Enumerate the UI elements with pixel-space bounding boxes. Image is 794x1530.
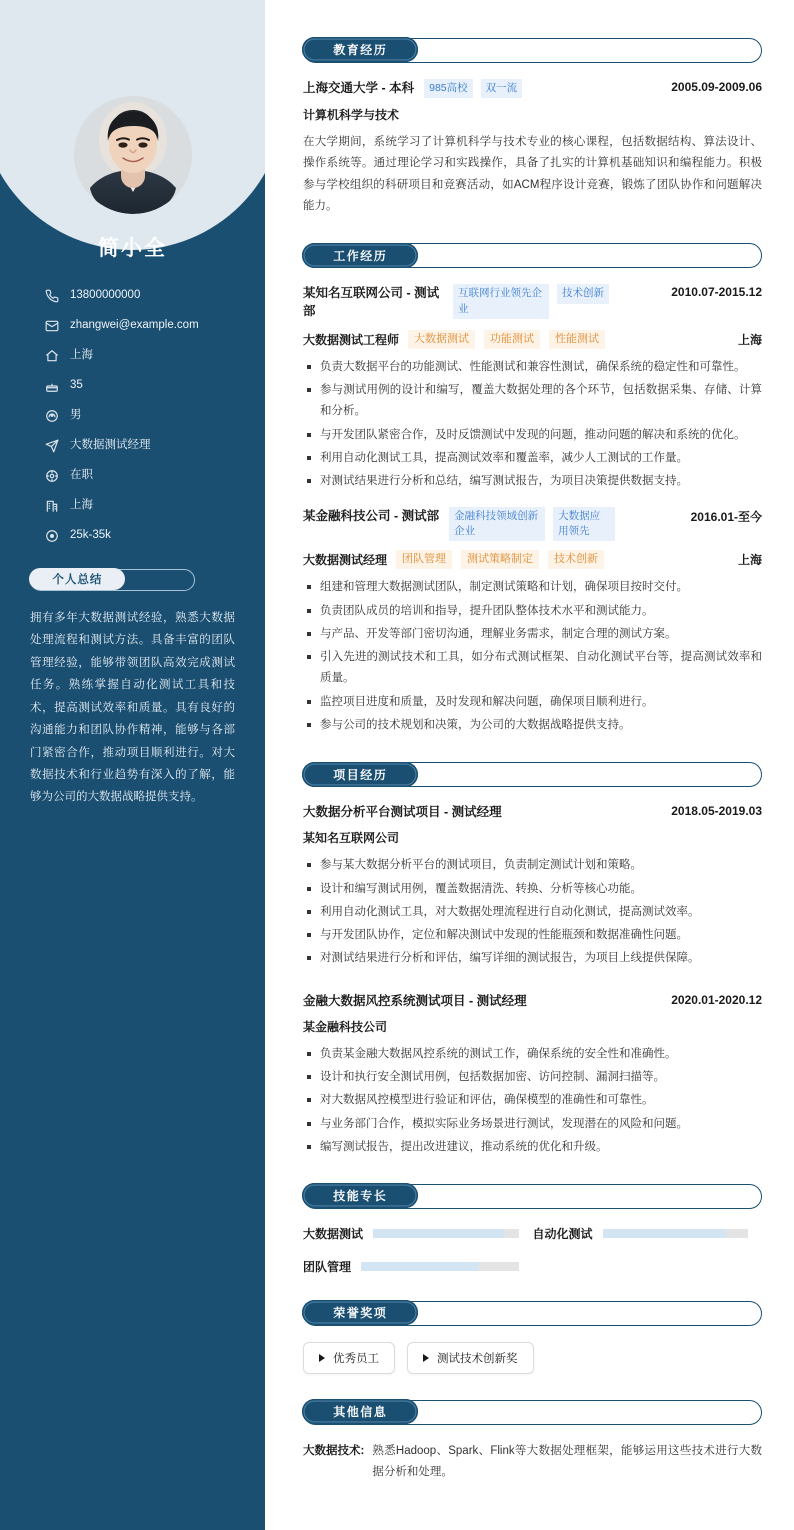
list-item: 参与公司的技术规划和决策，为公司的大数据战略提供支持。 — [303, 715, 762, 736]
work-company: 某知名互联网公司 - 测试部 — [303, 286, 440, 319]
skill-bar-fill — [603, 1229, 727, 1238]
awards-section-header — [303, 1301, 762, 1326]
work-entry — [303, 507, 762, 737]
tag: 大数据测试 — [408, 330, 475, 349]
project-company: 某知名互联网公司 — [303, 831, 400, 846]
summary-section-title: 个人总结 — [29, 568, 125, 590]
person-name: 简小全 — [98, 237, 167, 260]
skills-section-header — [303, 1184, 762, 1209]
other-info-value: 熟悉Hadoop、Spark、Flink等大数据处理框架，能够运用这些技术进行大数据分析和处理。 — [372, 1445, 762, 1479]
tag: 大数据应用领先 — [553, 507, 615, 541]
project-entry — [303, 992, 762, 1158]
work-date: 2016.01-至今 — [690, 509, 762, 524]
list-item: 与业务部门合作，模拟实际业务场景进行测试，发现潜在的风险和问题。 — [303, 1114, 762, 1135]
list-item: 编写测试报告，提出改进建议，推动系统的优化和升级。 — [303, 1137, 762, 1158]
work-date: 2010.07-2015.12 — [671, 285, 762, 300]
list-item: 监控项目进度和质量，及时发现和解决问题，确保项目顺利进行。 — [303, 692, 762, 713]
contact-item-status — [44, 468, 235, 483]
list-item: 负责大数据平台的功能测试、性能测试和兼容性测试，确保系统的稳定性和可靠性。 — [303, 357, 762, 378]
work-location: 上海 — [737, 553, 762, 568]
project-bullets — [303, 1044, 762, 1158]
avatar-portrait-icon — [74, 96, 192, 214]
section-other — [303, 1400, 762, 1484]
skill-item — [303, 1258, 533, 1275]
project-date: 2018.05-2019.03 — [671, 804, 762, 819]
work-section-header — [303, 243, 762, 268]
project-company: 某金融科技公司 — [303, 1019, 388, 1034]
contact-value: 男 — [70, 409, 82, 422]
education-date: 2005.09-2009.06 — [671, 80, 762, 94]
skill-bar — [361, 1262, 518, 1271]
education-major: 计算机科学与技术 — [303, 108, 400, 123]
section-awards — [303, 1301, 762, 1374]
tag: 测试策略制定 — [461, 550, 539, 569]
list-item: 组建和管理大数据测试团队，制定测试策略和计划，确保项目按时交付。 — [303, 577, 762, 598]
skill-name: 大数据测试 — [303, 1227, 364, 1242]
skill-bar-fill — [361, 1262, 479, 1271]
awards-section-title: 荣誉奖项 — [302, 1300, 418, 1325]
contact-item-age — [44, 378, 235, 393]
tag: 技术创新 — [548, 550, 604, 569]
contact-item-work-city — [44, 498, 235, 513]
list-item: 与产品、开发等部门密切沟通，理解业务需求，制定合理的测试方案。 — [303, 624, 762, 645]
list-item: 与开发团队紧密合作，及时反馈测试中发现的问题，推动问题的解决和系统的优化。 — [303, 425, 762, 446]
skill-bar-fill — [373, 1229, 504, 1238]
cake-icon — [44, 378, 59, 393]
award-label: 测试技术创新奖 — [437, 1353, 518, 1366]
contact-item-email — [44, 318, 235, 333]
play-triangle-icon — [319, 1354, 325, 1362]
work-section-title: 工作经历 — [302, 243, 418, 268]
work-role: 大数据测试经理 — [303, 553, 388, 568]
work-location: 上海 — [737, 332, 762, 347]
gender-icon — [44, 408, 59, 423]
contact-item-location — [44, 348, 235, 363]
paper-plane-icon — [44, 438, 59, 453]
education-section-header — [303, 38, 762, 63]
skill-item — [533, 1225, 763, 1242]
skill-name: 团队管理 — [303, 1260, 352, 1275]
contact-item-position — [44, 438, 235, 453]
project-date: 2020.01-2020.12 — [671, 992, 762, 1007]
tag: 性能测试 — [549, 330, 605, 349]
projects-section-title: 项目经历 — [302, 762, 418, 787]
project-bullets — [303, 855, 762, 969]
award-list — [303, 1342, 762, 1374]
tag: 团队管理 — [396, 550, 452, 569]
play-triangle-icon — [423, 1354, 429, 1362]
skill-name: 自动化测试 — [532, 1227, 593, 1242]
building-icon — [44, 498, 59, 513]
tag: 功能测试 — [484, 330, 540, 349]
section-work — [303, 243, 762, 736]
list-item: 利用自动化测试工具，提高测试效率和覆盖率，减少人工测试的工作量。 — [303, 448, 762, 469]
salary-icon — [44, 528, 59, 543]
work-entry — [303, 284, 762, 492]
contact-value: zhangwei@example.com — [70, 319, 199, 332]
summary-section-header — [30, 569, 195, 591]
contact-value: 大数据测试经理 — [70, 439, 151, 452]
skill-bar — [603, 1229, 748, 1238]
work-company-tags — [449, 507, 681, 541]
list-item: 设计和执行安全测试用例，包括数据加密、访问控制、漏洞扫描等。 — [303, 1067, 762, 1088]
phone-icon — [44, 288, 59, 303]
education-school: 上海交通大学 - 本科 — [303, 81, 415, 95]
education-section-title: 教育经历 — [302, 37, 418, 62]
skills-section-title: 技能专长 — [302, 1183, 418, 1208]
education-entry — [303, 79, 762, 217]
skill-bar — [373, 1229, 518, 1238]
section-education — [303, 38, 762, 217]
award-label: 优秀员工 — [333, 1353, 379, 1366]
contact-value: 上海 — [70, 349, 93, 362]
education-description: 在大学期间，系统学习了计算机科学与技术专业的核心课程，包括数据结构、算法设计、操作系统等。通过理论学习和实践操作，具备了扎实的计算机基础知识和编程能力。积极参与学校组织的科研项目和竞赛活动，如ACM程序设计竞赛，锻炼了团队协作和问题解决能力。 — [303, 136, 762, 213]
sidebar — [0, 0, 265, 1530]
list-item: 利用自动化测试工具，对大数据处理流程进行自动化测试，提高测试效率。 — [303, 902, 762, 923]
list-item: 对测试结果进行分析和评估，编写详细的测试报告，为项目上线提供保障。 — [303, 948, 762, 969]
projects-section-header — [303, 762, 762, 787]
list-item: 设计和编写测试用例，覆盖数据清洗、转换、分析等核心功能。 — [303, 879, 762, 900]
status-icon — [44, 468, 59, 483]
list-item: 参与测试用例的设计和编写，覆盖大数据处理的各个环节，包括数据采集、存储、计算和分析。 — [303, 380, 762, 423]
list-item: 引入先进的测试技术和工具，如分布式测试框架、自动化测试平台等，提高测试效率和质量。 — [303, 647, 762, 690]
contact-value: 13800000000 — [70, 289, 141, 302]
contact-value: 在职 — [70, 469, 93, 482]
skill-list — [303, 1225, 762, 1275]
contact-item-phone — [44, 288, 235, 303]
home-icon — [44, 348, 59, 363]
main-content — [265, 0, 794, 1530]
award-chip[interactable] — [303, 1342, 395, 1374]
work-company-tags — [453, 284, 661, 318]
contact-item-gender — [44, 408, 235, 423]
tag: 技术创新 — [557, 284, 609, 303]
contact-value: 25k-35k — [70, 529, 111, 542]
work-bullets — [303, 357, 762, 493]
contact-list — [30, 288, 235, 543]
list-item: 负责某金融大数据风控系统的测试工作，确保系统的安全性和准确性。 — [303, 1044, 762, 1065]
tag: 985高校 — [424, 79, 473, 98]
contact-value: 上海 — [70, 499, 93, 512]
tag: 金融科技领域创新企业 — [449, 507, 545, 541]
list-item: 与开发团队协作，定位和解决测试中发现的性能瓶颈和数据准确性问题。 — [303, 925, 762, 946]
section-projects — [303, 762, 762, 1158]
summary-text: 拥有多年大数据测试经验，熟悉大数据处理流程和测试方法。具备丰富的团队管理经验，能够带领团队高效完成测试任务。熟练掌握自动化测试工具和技术，提高测试效率和质量。具有良好的沟通能力和团队协作精神，能够与各部门紧密合作，推动项目顺利进行。对大数据技术和行业趋势有深入的了解，能够为公司的大数据战略提供支持。 — [30, 612, 235, 804]
list-item: 负责团队成员的培训和指导，提升团队整体技术水平和测试能力。 — [303, 601, 762, 622]
tag: 互联网行业领先企业 — [453, 284, 549, 318]
award-chip[interactable] — [407, 1342, 534, 1374]
other-info-row — [303, 1441, 762, 1484]
project-title: 大数据分析平台测试项目 - 测试经理 — [303, 805, 502, 820]
tag: 双一流 — [481, 79, 523, 98]
other-section-header — [303, 1400, 762, 1425]
work-bullets — [303, 577, 762, 736]
other-section-title: 其他信息 — [302, 1399, 418, 1424]
list-item: 对大数据风控模型进行验证和评估，确保模型的准确性和可靠性。 — [303, 1090, 762, 1111]
work-company: 某金融科技公司 - 测试部 — [303, 508, 440, 523]
mail-icon — [44, 318, 59, 333]
education-tags — [424, 79, 661, 98]
contact-item-salary — [44, 528, 235, 543]
list-item: 参与某大数据分析平台的测试项目，负责制定测试计划和策略。 — [303, 855, 762, 876]
contact-value: 35 — [70, 379, 83, 392]
avatar — [74, 96, 192, 214]
project-title: 金融大数据风控系统测试项目 - 测试经理 — [303, 993, 527, 1008]
work-role: 大数据测试工程师 — [303, 332, 400, 347]
list-item: 对测试结果进行分析和总结，编写测试报告，为项目决策提供数据支持。 — [303, 471, 762, 492]
skill-item — [303, 1225, 533, 1242]
section-skills — [303, 1184, 762, 1275]
other-info-label: 大数据技术: — [303, 1445, 365, 1458]
project-entry — [303, 803, 762, 969]
